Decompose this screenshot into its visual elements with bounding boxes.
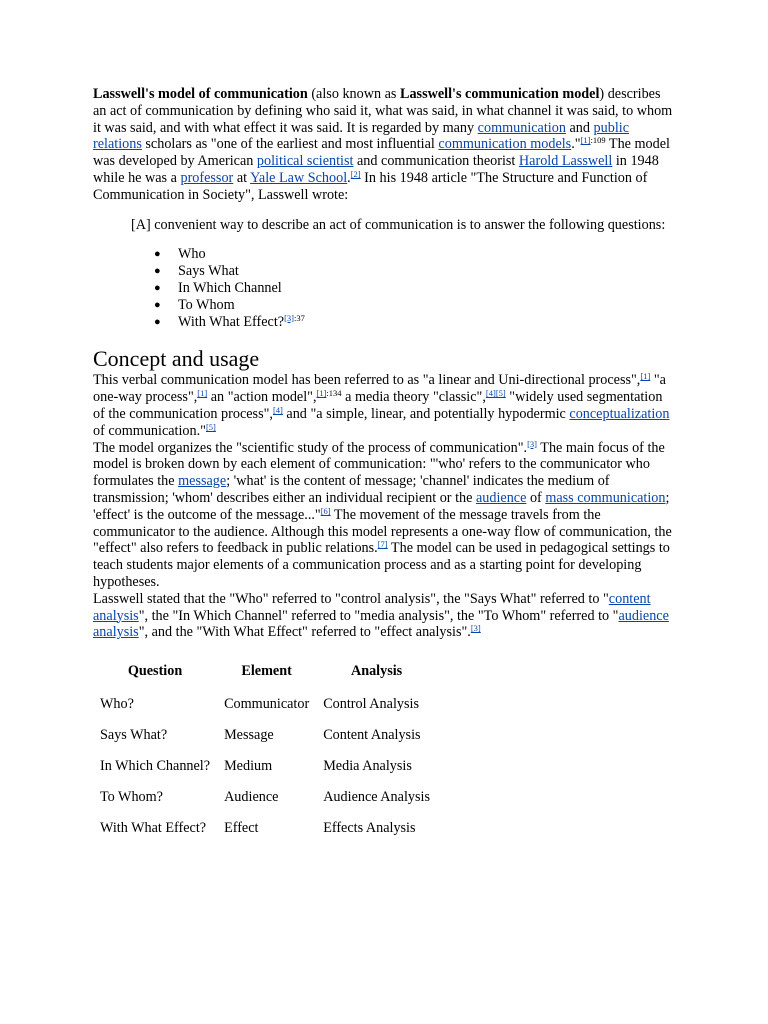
bullet-icon: ● (154, 281, 161, 294)
table-cell: Message (224, 727, 274, 744)
paragraph-model-descriptions (93, 372, 673, 439)
link-mass-communication[interactable]: mass communication (545, 489, 666, 506)
list-item (131, 246, 673, 263)
citation (581, 135, 606, 145)
table-cell: Media Analysis (323, 758, 412, 775)
citation-link[interactable]: [7] (377, 539, 388, 550)
bullet-icon: ● (154, 248, 161, 261)
paragraph-analysis-types (93, 591, 673, 641)
citation-page: :109 (590, 135, 606, 146)
citation (378, 539, 388, 549)
citation (471, 623, 481, 633)
list-item-text: Says What (178, 263, 239, 280)
text: "widely used segmentation of the communication process", (93, 389, 663, 422)
text: . (347, 169, 351, 186)
citation-link[interactable]: [1] (316, 388, 327, 399)
article-body (93, 86, 673, 844)
list-item-text: With What Effect? (178, 313, 285, 330)
text: "a one-way process", (93, 372, 666, 406)
text: The model organizes the "scientific study of the process of communication". (93, 439, 528, 456)
section-heading: Concept and usage (93, 346, 260, 372)
citation (527, 439, 537, 449)
column-header-element: Element (241, 663, 292, 680)
table-cell: To Whom? (100, 789, 163, 806)
intro-paragraph (93, 86, 673, 204)
analysis-table (93, 659, 437, 844)
citation-link[interactable]: [1] (197, 388, 208, 399)
text: of communication." (93, 422, 206, 439)
paragraph-model-organization (93, 440, 673, 591)
citation-link[interactable]: [3] (527, 438, 537, 449)
text: ", and the "With What Effect" referred to "effect analysis". (138, 624, 471, 641)
bullet-icon: ● (154, 315, 161, 328)
text: The model can be used in pedagogical settings to teach students major elements of a communication process and as a starting point for developing hypotheses. (93, 540, 670, 590)
text: and "a simple, linear, and potentially hypodermic (282, 405, 570, 422)
text: and communication theorist (353, 153, 519, 170)
list-item (131, 314, 673, 331)
text: ; 'what' is the content of message; 'channel' indicates the medium of transmission; 'whom' describes either an individual recipient or the (93, 473, 610, 506)
quote-text: [A] convenient way to describe an act of communication is to answer the following questions: (131, 216, 666, 233)
table-row (93, 813, 437, 844)
bullet-icon: ● (154, 265, 161, 278)
list-item (131, 280, 673, 297)
citation (284, 313, 305, 323)
list-item-text: Who (178, 246, 206, 263)
table-cell: Communicator (224, 696, 310, 713)
citation (351, 169, 361, 179)
text: Lasswell stated that the "Who" referred to "control analysis", the "Says What" referred to " (93, 590, 609, 607)
link-public-relations[interactable]: public relations (93, 119, 629, 153)
link-professor[interactable]: professor (180, 169, 234, 186)
table-cell: With What Effect? (100, 820, 207, 837)
link-conceptualization[interactable]: conceptualization (569, 405, 670, 422)
citation (640, 371, 650, 381)
list-item-text: In Which Channel (178, 279, 282, 296)
table-row (93, 720, 437, 751)
text: The movement of the message travels from the communicator to the audience. Although this model represents a one-way flow of communication, the "effect" also refers to feedback in public relations. (93, 506, 672, 557)
column-header-analysis: Analysis (350, 663, 403, 680)
table-cell: Says What? (100, 727, 168, 744)
text: in 1948 while he was a (93, 153, 659, 186)
citation-link[interactable]: [6] (320, 505, 331, 516)
bold-term: Lasswell's model of communication (93, 86, 308, 102)
table-cell: Audience Analysis (323, 789, 430, 806)
citation-link[interactable]: [5] (495, 388, 506, 399)
bullet-icon: ● (154, 298, 161, 311)
table-row (93, 689, 437, 720)
citation-link[interactable]: [3] (284, 312, 294, 323)
citation-page: :134 (326, 388, 342, 399)
text: at (233, 169, 251, 186)
text: In his 1948 article "The Structure and Function of Communication in Society", Lasswell wrote: (93, 169, 648, 203)
table-cell: In Which Channel? (100, 758, 211, 775)
citation-link[interactable]: [3] (470, 623, 481, 634)
citation-link[interactable]: [1] (640, 371, 651, 382)
citation-link[interactable]: [5] (205, 421, 216, 432)
text: ; 'effect' is the outcome of the message..." (93, 489, 670, 523)
text: a media theory "classic", (341, 389, 486, 406)
citation (206, 422, 216, 432)
citation (273, 405, 283, 415)
list-item (131, 263, 673, 280)
citation (321, 506, 331, 516)
citation-page: :37 (293, 312, 305, 323)
list-item-text: To Whom (178, 296, 235, 313)
list-item (131, 297, 673, 314)
citation-link[interactable]: [1] (580, 135, 591, 146)
table-cell: Who? (100, 696, 134, 713)
text: This verbal communication model has been referred to as "a linear and Uni-directional process", (93, 372, 641, 389)
link-audience[interactable]: audience (475, 489, 527, 506)
table-row (93, 751, 437, 782)
text: ", the "In Which Channel" referred to "media analysis", the "To Whom" referred to " (138, 607, 619, 624)
table-cell: Control Analysis (323, 696, 419, 713)
bold-term: Lasswell's communication model (400, 86, 600, 102)
citation-link[interactable]: [4] (485, 388, 496, 399)
link-audience-analysis[interactable]: audience analysis (93, 607, 669, 641)
table-cell: Effect (224, 820, 259, 837)
question-list (131, 246, 673, 330)
citation (486, 388, 506, 398)
table-row (93, 782, 437, 813)
text: ) describes an act of communication by defining who said it, what was said, in what channel it was said, to whom it was said, and with what effect it was said. It is regarded by many (93, 86, 673, 136)
citation (197, 388, 207, 398)
link-harold-lasswell[interactable]: Harold Lasswell (518, 153, 613, 170)
citation-link[interactable]: [2] (350, 168, 361, 179)
citation-link[interactable]: [4] (272, 404, 283, 415)
table-cell: Effects Analysis (323, 820, 416, 837)
text: and (565, 119, 594, 136)
table-cell: Audience (224, 789, 279, 806)
text: of (526, 489, 546, 506)
text: The model was developed by American (93, 136, 670, 170)
link-political-scientist[interactable]: political scientist (256, 153, 354, 170)
column-header-question: Question (127, 663, 183, 680)
link-yale-law-school[interactable]: Yale Law School (250, 169, 348, 186)
text: ." (571, 136, 581, 153)
text: (also known as (307, 86, 400, 102)
link-communication-models[interactable]: communication models (438, 136, 572, 153)
citation (317, 388, 342, 398)
table-header-row (93, 659, 437, 689)
text: The main focus of the model is broken down by each element of communication: "'who' refers to the communicator who formulates the (93, 439, 665, 490)
link-content-analysis[interactable]: content analysis (93, 590, 651, 624)
text: scholars as "one of the earliest and most influential (141, 136, 439, 153)
link-communication[interactable]: communication (477, 119, 566, 136)
table-cell: Medium (224, 758, 273, 775)
table-cell: Content Analysis (323, 727, 421, 744)
link-message[interactable]: message (178, 473, 227, 490)
text: an "action model", (207, 389, 317, 406)
blockquote (131, 217, 673, 331)
